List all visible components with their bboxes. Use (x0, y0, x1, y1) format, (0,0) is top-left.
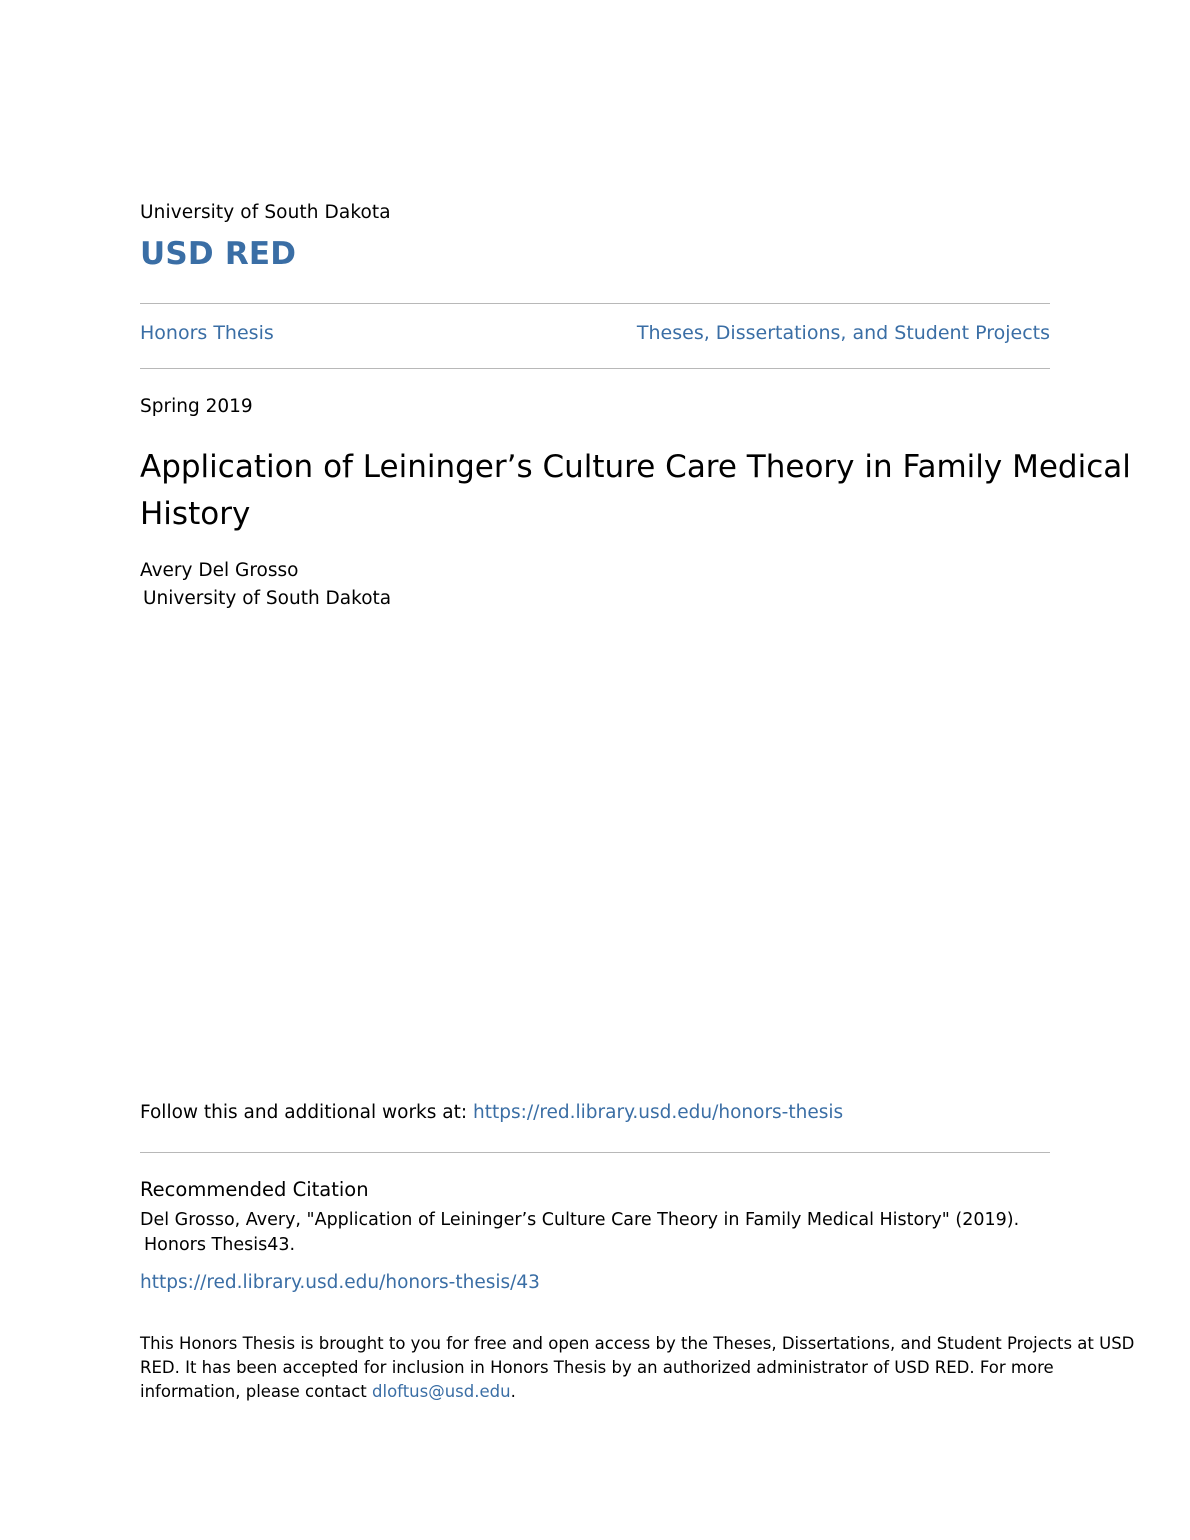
divider-above-citation (140, 1152, 1050, 1153)
divider-under-breadcrumb (140, 368, 1050, 369)
breadcrumb-link-theses-dissertations[interactable]: Theses, Dissertations, and Student Projects (636, 322, 1050, 344)
publication-date: Spring 2019 (140, 396, 253, 417)
author-affiliation: University of South Dakota (143, 588, 392, 609)
repository-title: USD RED (140, 236, 297, 272)
access-statement-text-before: This Honors Thesis is brought to you for free and open access by the Theses, Dissertations, and Student Projects at USD RED. It has been accepted for inclusion in Honors Thesis by an authorized administrator of USD RED. For more information, please contact (140, 1334, 1135, 1402)
follow-works-link[interactable]: https://red.library.usd.edu/honors-thesis (473, 1102, 844, 1123)
citation-item-number: 43. (267, 1235, 296, 1256)
citation-line-2 (140, 1233, 1140, 1258)
citation-line-1: Del Grosso, Avery, "Application of Leininger’s Culture Care Theory in Family Medical History" (2019). (140, 1210, 1020, 1230)
divider-top (140, 303, 1050, 304)
recommended-citation-heading: Recommended Citation (140, 1178, 369, 1201)
institution-name: University of South Dakota (140, 202, 391, 223)
breadcrumb-link-honors-thesis[interactable]: Honors Thesis (140, 322, 274, 344)
follow-works-label: Follow this and additional works at: (140, 1102, 468, 1123)
access-statement (140, 1332, 1140, 1404)
page-title: Application of Leininger’s Culture Care Theory in Family Medical History (140, 449, 1131, 533)
follow-works-line (140, 1102, 843, 1123)
access-statement-text-after: . (510, 1382, 516, 1402)
contact-email-link[interactable]: dloftus@usd.edu (372, 1382, 511, 1402)
author-name: Avery Del Grosso (140, 560, 299, 581)
citation-permalink[interactable]: https://red.library.usd.edu/honors-thesis/43 (140, 1272, 540, 1293)
breadcrumb (140, 322, 1050, 344)
recommended-citation-text (140, 1208, 1140, 1259)
citation-series-label: Honors Thesis (144, 1235, 268, 1256)
